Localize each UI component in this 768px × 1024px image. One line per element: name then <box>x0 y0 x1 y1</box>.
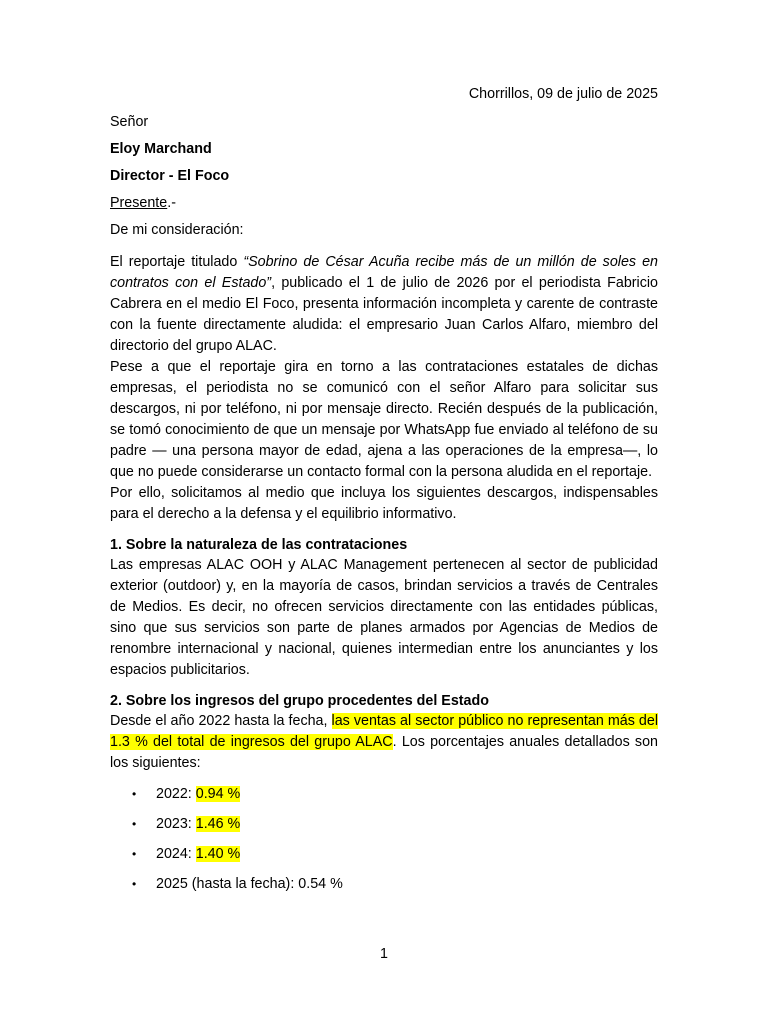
presente-line <box>110 193 658 213</box>
paragraph-4: Las empresas ALAC OOH y ALAC Management pertenecen al sector de publicidad exterior (outdoor) y, en la mayoría de casos, brindan servicios a través de Centrales de Medios. Es decir, no ofrecen servicios directamente con las entidades públicas, sino que sus servicios son parte de planes armados por Agencias de Medios de renombre internacional y nacional, quienes intermedian entre los anunciantes y los espacios publicitarios. <box>110 557 658 678</box>
paragraph-1 <box>110 252 658 357</box>
page-number: 1 <box>380 946 388 962</box>
letter-date: Chorrillos, 09 de julio de 2025 <box>468 86 658 102</box>
paragraph-5 <box>110 711 658 774</box>
list-item-label: 2024: <box>156 846 196 862</box>
recipient-name: Eloy Marchand <box>110 141 212 157</box>
section-2-heading: 2. Sobre los ingresos del grupo procedentes del Estado <box>110 693 489 709</box>
greeting: De mi consideración: <box>110 222 244 238</box>
presente-word: Presente <box>110 195 168 211</box>
list-item <box>110 784 658 804</box>
list-item-value: 1.40 % <box>195 846 241 862</box>
presente-suffix: .- <box>167 195 176 211</box>
paragraph-1-intro: El reportaje titulado <box>110 254 244 270</box>
paragraph-1-body: , publicado el 1 de julio de 2026 por el periodista Fabricio Cabrera en el medio El Foco, presenta información incompleta y carente de contraste con la fuente directamente aludida: el empresario Juan Carlos Alfaro, miembro del directorio del grupo ALAC. <box>110 275 658 354</box>
bullet-icon: • <box>132 787 137 801</box>
list-item-value: 0.94 % <box>195 786 241 802</box>
list-item-value: 1.46 % <box>195 816 241 832</box>
recipient-role: Director - El Foco <box>110 168 230 184</box>
list-item <box>110 814 658 834</box>
list-item-value: 0.54 % <box>298 876 343 892</box>
bullet-icon: • <box>132 847 137 861</box>
list-item-label: 2025 (hasta la fecha): <box>156 876 299 892</box>
yearly-percentages-list <box>110 784 658 894</box>
highlighted-statement: las ventas al sector público no representan más del 1.3 % del total de ingresos del grupo ALAC <box>110 713 658 750</box>
list-item-label: 2023: <box>156 816 196 832</box>
bullet-icon: • <box>132 817 137 831</box>
list-item-label: 2022: <box>156 786 196 802</box>
paragraph-5-body: . Los porcentajes anuales detallados son los siguientes: <box>110 734 658 771</box>
paragraph-5-intro: Desde el año 2022 hasta la fecha, <box>110 713 332 729</box>
list-item <box>110 844 658 864</box>
bullet-icon: • <box>132 877 137 891</box>
report-title: “Sobrino de César Acuña recibe más de un millón de soles en contratos con el Estado” <box>110 254 658 291</box>
paragraph-2: Pese a que el reportaje gira en torno a las contrataciones estatales de dichas empresas, el periodista no se comunicó con el señor Alfaro para solicitar sus descargos, ni por teléfono, ni por mensaje directo. Recién después de la publicación, se tomó conocimiento de que un mensaje por WhatsApp fue enviado al teléfono de su padre — una persona mayor de edad, ajena a las operaciones de la empresa—, lo que no puede considerarse un contacto formal con la persona aludida en el reportaje. <box>110 359 658 480</box>
section-1-heading: 1. Sobre la naturaleza de las contrataciones <box>110 537 408 553</box>
paragraph-3: Por ello, solicitamos al medio que incluya los siguientes descargos, indispensables para el derecho a la defensa y el equilibrio informativo. <box>110 485 658 522</box>
letter-body <box>110 84 658 904</box>
salutation-title: Señor <box>110 114 149 130</box>
list-item <box>110 874 658 894</box>
